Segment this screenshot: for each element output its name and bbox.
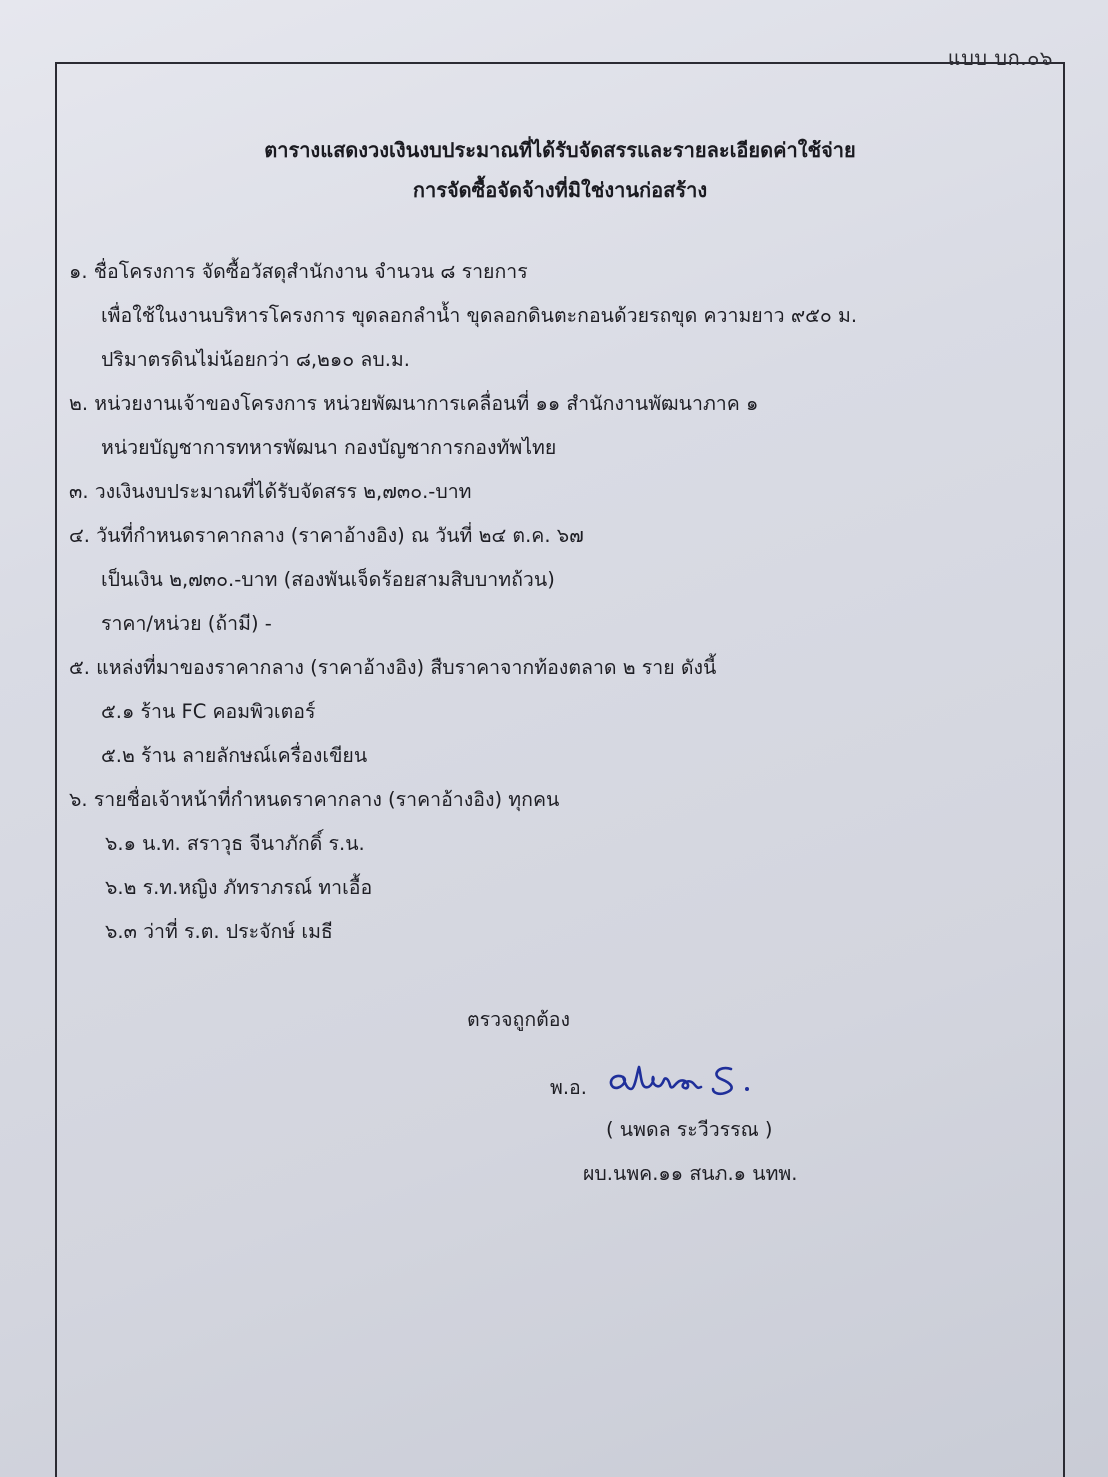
- form-code: แบบ บก.๐๖: [947, 46, 1053, 70]
- item-2-owner-unit: ๒. หน่วยงานเจ้าของโครงการ หน่วยพัฒนาการเคลื่อนที่ ๑๑ สำนักงานพัฒนาภาค ๑: [69, 392, 759, 415]
- item-5-price-source: ๕. แหล่งที่มาของราคากลาง (ราคาอ้างอิง) สืบราคาจากท้องตลาด ๒ ราย ดังนี้: [69, 656, 717, 679]
- item-6-officers: ๖. รายชื่อเจ้าหน้าที่กำหนดราคากลาง (ราคาอ้างอิง) ทุกคน: [69, 788, 560, 811]
- signer-rank: พ.อ.: [550, 1076, 587, 1099]
- item-6-3-officer: ๖.๓ ว่าที่ ร.ต. ประจักษ์ เมธี: [105, 920, 333, 943]
- verified-label: ตรวจถูกต้อง: [467, 1008, 571, 1031]
- item-6-1-officer: ๖.๑ น.ท. สราวุธ จีนาภักดิ์ ร.น.: [105, 832, 365, 855]
- signature-icon: [605, 1059, 775, 1103]
- item-4-unit-price: ราคา/หน่วย (ถ้ามี) -: [101, 612, 272, 635]
- item-1-volume: ปริมาตรดินไม่น้อยกว่า ๘,๒๑๐ ลบ.ม.: [101, 348, 410, 371]
- item-4-amount: เป็นเงิน ๒,๗๓๐.-บาท (สองพันเจ็ดร้อยสามสิบบาทถ้วน): [101, 568, 555, 591]
- item-5-2-vendor: ๕.๒ ร้าน ลายลักษณ์เครื่องเขียน: [101, 744, 368, 767]
- item-1-project-name: ๑. ชื่อโครงการ จัดซื้อวัสดุสำนักงาน จำนวน ๘ รายการ: [69, 260, 528, 283]
- document-title-line2: การจัดซื้อจัดจ้างที่มิใช่งานก่อสร้าง: [412, 178, 708, 202]
- signer-name: ( นพดล ระวีวรรณ ): [606, 1118, 773, 1141]
- document-title-line1: ตารางแสดงวงเงินงบประมาณที่ได้รับจัดสรรและรายละเอียดค่าใช้จ่าย: [264, 138, 856, 162]
- item-4-reference-date: ๔. วันที่กำหนดราคากลาง (ราคาอ้างอิง) ณ วันที่ ๒๔ ต.ค. ๖๗: [69, 524, 584, 547]
- item-1-purpose: เพื่อใช้ในงานบริหารโครงการ ขุดลอกลำน้ำ ขุดลอกดินตะกอนด้วยรถขุด ความยาว ๙๕๐ ม.: [101, 304, 858, 327]
- signer-position: ผบ.นพค.๑๑ สนภ.๑ นทพ.: [583, 1162, 798, 1185]
- item-5-1-vendor: ๕.๑ ร้าน FC คอมพิวเตอร์: [101, 700, 316, 723]
- document-frame: [55, 62, 1065, 1477]
- item-3-budget: ๓. วงเงินงบประมาณที่ได้รับจัดสรร ๒,๗๓๐.-บาท: [69, 480, 472, 503]
- item-6-2-officer: ๖.๒ ร.ท.หญิง ภัทราภรณ์ ทาเอื้อ: [105, 876, 373, 899]
- item-2-owner-command: หน่วยบัญชาการทหารพัฒนา กองบัญชาการกองทัพไทย: [101, 436, 557, 459]
